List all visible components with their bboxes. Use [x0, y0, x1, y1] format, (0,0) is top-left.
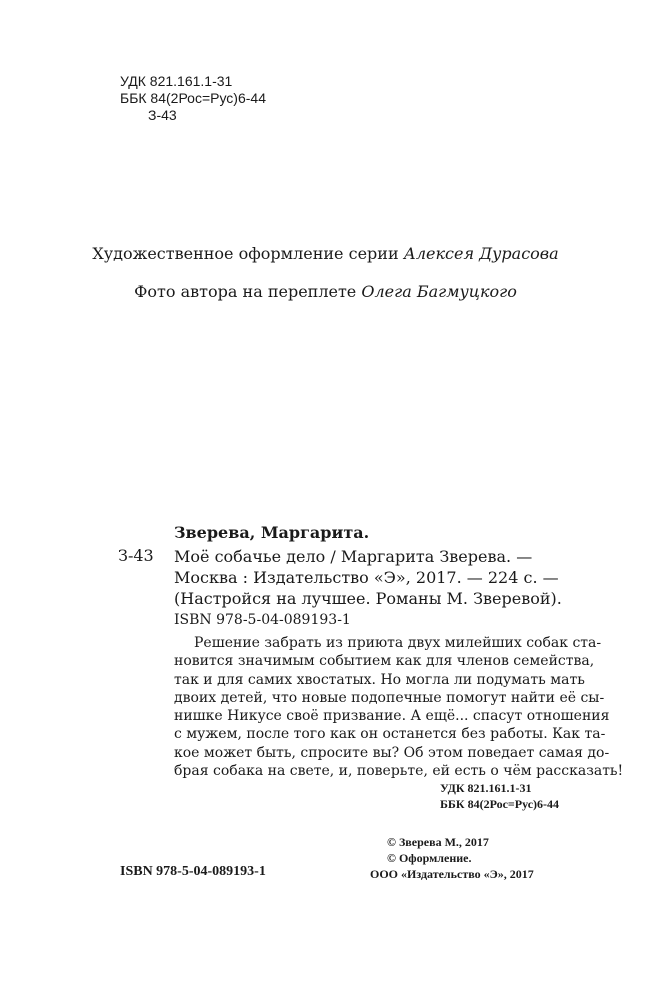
copyright-block — [370, 834, 534, 882]
annotation — [174, 634, 624, 780]
copyright-publisher: ООО «Издательство «Э», 2017 — [370, 867, 534, 881]
description-line: Москва : Издательство «Э», 2017. — 224 с. — — [174, 568, 559, 587]
annotation-line: так и для самих хвостатых. Но могла ли подумать мать — [174, 671, 585, 688]
photo-credit-label: Фото автора на переплете — [134, 282, 357, 301]
isbn-bottom: ISBN 978-5-04-089193-1 — [120, 864, 266, 879]
description-line: (Настройся на лучшее. Романы М. Зверевой). — [174, 589, 562, 608]
series-design-label: Художественное оформление серии — [92, 244, 399, 263]
photo-credit — [0, 282, 651, 301]
description-line: Моё собачье дело / Маргарита Зверева. — — [174, 547, 533, 566]
udk-code: УДК 821.161.1-31 — [120, 73, 233, 89]
classification-codes-bottom — [440, 780, 559, 812]
bibliographic-description — [174, 546, 562, 609]
udk-code-bottom: УДК 821.161.1-31 — [440, 781, 532, 795]
annotation-line: с мужем, после того как он останется без работы. Как та- — [174, 726, 606, 743]
classification-codes-top — [120, 73, 266, 124]
annotation-line: брая собака на свете, и, поверьте, ей есть о чём рассказать! — [174, 763, 624, 780]
annotation-line: кое может быть, спросите вы? Об этом поведает самая до- — [174, 744, 610, 761]
bibliographic-isbn: ISBN 978-5-04-089193-1 — [174, 612, 351, 628]
annotation-line: нишке Никусе своё призвание. А ещё... спасут отношения — [174, 708, 610, 725]
bibliographic-shelfmark: З-43 — [118, 546, 154, 565]
series-design-credit — [0, 244, 651, 263]
series-design-name: Алексея Дурасова — [403, 244, 559, 263]
bbk-code-bottom: ББК 84(2Рос=Рус)6-44 — [440, 797, 560, 811]
annotation-line: двоих детей, что новые подопечные помогут найти её сы- — [174, 689, 605, 706]
bibliographic-heading: Зверева, Маргарита. — [174, 523, 370, 542]
photo-credit-name: Олега Багмуцкого — [361, 282, 517, 301]
annotation-line: новится значимым событием как для членов семейства, — [174, 653, 595, 670]
author-mark: З-43 — [148, 107, 177, 123]
copyright-author: © Зверева М., 2017 — [387, 835, 489, 849]
annotation-line: Решение забрать из приюта двух милейших собак ста- — [194, 635, 602, 651]
copyright-design: © Оформление. — [387, 851, 472, 865]
bbk-code: ББК 84(2Рос=Рус)6-44 — [120, 90, 266, 106]
